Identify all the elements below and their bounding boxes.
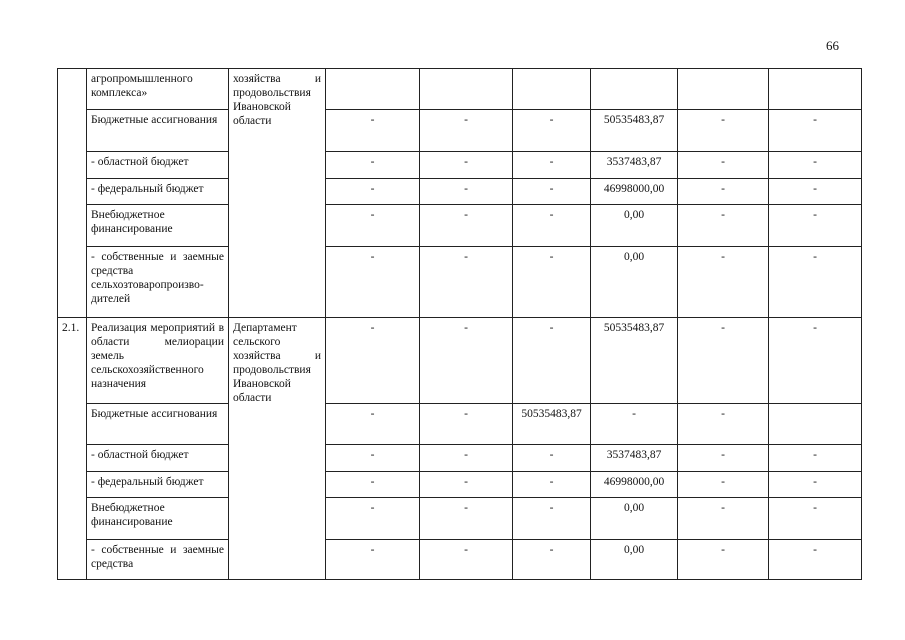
value-cell: - [513, 152, 591, 179]
value-cell: 46998000,00 [591, 179, 678, 205]
value-cell: - [326, 318, 420, 404]
row-label: - федеральный бюджет [87, 472, 229, 498]
value-cell: - [591, 404, 678, 445]
table-row [58, 498, 862, 540]
value-cell: - [769, 205, 862, 247]
value-cell: - [420, 179, 513, 205]
executor-cell: хозяйства и продовольствия Ивановской области [229, 69, 326, 318]
row-label: - собственные и заемные средства сельхозтоваропроизво-дителей [87, 247, 229, 318]
table-row [58, 540, 862, 580]
value-cell: - [513, 205, 591, 247]
value-cell: - [678, 540, 769, 580]
table-row [58, 247, 862, 318]
value-cell: 0,00 [591, 205, 678, 247]
value-cell [769, 69, 862, 110]
value-cell: 0,00 [591, 247, 678, 318]
value-cell: - [769, 540, 862, 580]
value-cell: - [326, 205, 420, 247]
value-cell: - [513, 472, 591, 498]
value-cell: - [513, 498, 591, 540]
value-cell: - [420, 404, 513, 445]
value-cell: - [513, 540, 591, 580]
value-cell: 3537483,87 [591, 152, 678, 179]
value-cell: - [769, 472, 862, 498]
value-cell: - [420, 247, 513, 318]
value-cell: - [769, 179, 862, 205]
value-cell: - [678, 152, 769, 179]
value-cell: 50535483,87 [591, 318, 678, 404]
value-cell: - [420, 445, 513, 472]
value-cell [326, 69, 420, 110]
value-cell: - [420, 498, 513, 540]
value-cell: - [678, 498, 769, 540]
value-cell: - [420, 472, 513, 498]
value-cell: 0,00 [591, 498, 678, 540]
value-cell: - [326, 152, 420, 179]
table-row [58, 152, 862, 179]
table-row [58, 179, 862, 205]
value-cell: - [326, 179, 420, 205]
table-row [58, 445, 862, 472]
value-cell: - [769, 445, 862, 472]
value-cell: - [769, 152, 862, 179]
value-cell: - [326, 445, 420, 472]
value-cell: - [678, 318, 769, 404]
value-cell: - [513, 179, 591, 205]
value-cell: - [420, 540, 513, 580]
row-label: Внебюджетное финансирование [87, 498, 229, 540]
table-row [58, 472, 862, 498]
value-cell: - [678, 205, 769, 247]
value-cell: - [420, 205, 513, 247]
value-cell: - [326, 247, 420, 318]
value-cell: 46998000,00 [591, 472, 678, 498]
value-cell [678, 69, 769, 110]
value-cell [420, 69, 513, 110]
table-row [58, 69, 862, 110]
value-cell: - [678, 179, 769, 205]
value-cell: 0,00 [591, 540, 678, 580]
value-cell: - [513, 318, 591, 404]
value-cell: - [769, 318, 862, 404]
table-row [58, 318, 862, 404]
value-cell: - [420, 110, 513, 152]
value-cell [591, 69, 678, 110]
value-cell: - [769, 110, 862, 152]
value-cell: - [326, 110, 420, 152]
page-number: 66 [826, 38, 839, 53]
budget-table [57, 68, 862, 580]
value-cell [513, 69, 591, 110]
value-cell: - [678, 445, 769, 472]
row-label: - областной бюджет [87, 152, 229, 179]
row-number-cell: 2.1. [58, 318, 87, 580]
table-row [58, 110, 862, 152]
value-cell: - [769, 247, 862, 318]
table-row [58, 404, 862, 445]
value-cell: - [678, 472, 769, 498]
row-label: Бюджетные ассигнования [87, 110, 229, 152]
row-number-cell [58, 69, 87, 318]
value-cell: - [678, 404, 769, 445]
row-label: - областной бюджет [87, 445, 229, 472]
program-name-cell: Реализация мероприятий в области мелиорации земель сельскохозяйственного назначения [87, 318, 229, 404]
row-label: - федеральный бюджет [87, 179, 229, 205]
value-cell: - [420, 318, 513, 404]
value-cell: - [326, 404, 420, 445]
value-cell: - [513, 247, 591, 318]
row-label: Бюджетные ассигнования [87, 404, 229, 445]
value-cell: - [326, 540, 420, 580]
value-cell: - [769, 498, 862, 540]
value-cell: - [513, 110, 591, 152]
value-cell: - [513, 445, 591, 472]
executor-cell: Департамент сельского хозяйства и продовольствия Ивановской области [229, 318, 326, 580]
value-cell: - [420, 152, 513, 179]
value-cell: 50535483,87 [513, 404, 591, 445]
value-cell: - [326, 472, 420, 498]
value-cell [769, 404, 862, 445]
value-cell: - [678, 247, 769, 318]
value-cell: - [678, 110, 769, 152]
table-row [58, 205, 862, 247]
value-cell: - [326, 498, 420, 540]
value-cell: 50535483,87 [591, 110, 678, 152]
row-label: Внебюджетное финансирование [87, 205, 229, 247]
row-label: - собственные и заемные средства [87, 540, 229, 580]
value-cell: 3537483,87 [591, 445, 678, 472]
program-name-cell: агропромышленного комплекса» [87, 69, 229, 110]
